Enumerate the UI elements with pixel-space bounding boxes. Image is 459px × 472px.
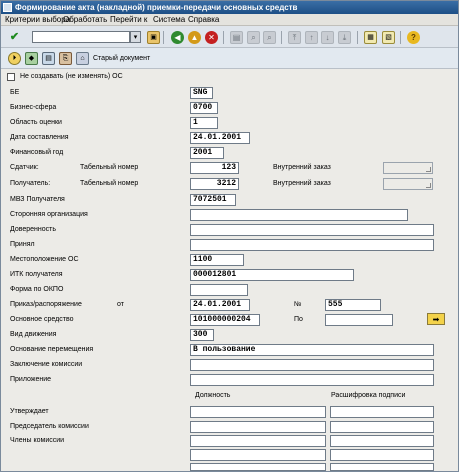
sender-tabnum-field[interactable]: 123 [190,162,239,174]
valuation-area-field[interactable]: 1 [190,117,218,129]
form-area [1,69,458,471]
no-create-label: Не создавать (не изменять) ОС [20,73,123,80]
no-create-checkbox[interactable] [7,73,15,81]
member-2-signature-field[interactable] [330,449,434,461]
order-date-field[interactable]: 24.01.2001 [190,299,250,311]
mvz-label: МВЗ Получателя [10,196,65,203]
location-label: Местоположение ОС [10,256,79,263]
previous-page-icon[interactable]: ↑ [305,31,318,44]
application-toolbar [1,48,458,69]
asset-field[interactable]: 101000000204 [190,314,260,326]
command-dropdown-icon[interactable]: ▾ [130,31,141,43]
sender-label: Сдатчик: [10,164,39,171]
menu-selection-criteria[interactable]: Критерии выбора [5,15,71,24]
third-party-field[interactable] [190,209,408,221]
old-document-button[interactable]: Старый документ [93,55,151,62]
find-next-icon[interactable]: ⌕ [263,31,276,44]
sender-tabnum-label: Табельный номер [80,164,139,171]
window-title: Формирование акта (накладной) приемки-передачи основных средств [15,3,298,12]
mvz-field[interactable]: 7072501 [190,194,236,206]
attachment-field[interactable] [190,374,434,386]
power-of-attorney-field[interactable] [190,224,434,236]
member-2-position-field[interactable] [190,449,326,461]
receiver-tabnum-field[interactable]: 3212 [190,178,239,190]
print-icon[interactable]: ▤ [230,31,243,44]
movement-type-field[interactable]: 300 [190,329,214,341]
document-overview-icon[interactable]: ▤ [42,52,55,65]
basis-label: Основание перемещения [10,346,94,353]
itk-field[interactable]: 000012801 [190,269,354,281]
last-page-icon[interactable]: ⤓ [338,31,351,44]
member-3-signature-field[interactable] [330,463,434,471]
command-field[interactable] [32,31,130,43]
member-1-position-field[interactable] [190,435,326,447]
order-from-label: от [117,301,124,308]
created-date-field[interactable]: 24.01.2001 [190,132,250,144]
receiver-tabnum-label: Табельный номер [80,180,139,187]
execute-icon[interactable]: ⏵ [8,52,21,65]
standard-toolbar [1,26,458,48]
number-field[interactable]: 555 [325,299,381,311]
accepted-label: Принял [10,241,35,248]
third-party-label: Сторонняя организация [10,211,88,218]
itk-label: ИТК получателя [10,271,63,278]
first-page-icon[interactable]: ⤒ [288,31,301,44]
old-document-icon[interactable]: ⌂ [76,52,89,65]
approves-position-field[interactable] [190,406,326,418]
member-1-signature-field[interactable] [330,435,434,447]
enter-check-icon[interactable]: ✔ [9,31,20,43]
chairman-position-field[interactable] [190,421,326,433]
member-3-position-field[interactable] [190,463,326,471]
menu-system[interactable]: Система [153,15,186,24]
business-area-label: Бизнес-сфера [10,104,57,111]
cancel-icon[interactable]: ✕ [205,31,218,44]
approves-label: Утверждает [10,408,49,415]
okud-field[interactable] [190,284,248,296]
power-of-attorney-label: Доверенность [10,226,57,233]
created-date-label: Дата составления [10,134,69,141]
fiscal-year-label: Финансовый год [10,149,64,156]
basis-field[interactable]: В пользование [190,344,434,356]
business-area-field[interactable]: 0700 [190,102,218,114]
be-field[interactable]: SNG [190,87,213,99]
toolbar-separator [357,31,358,44]
toolbar-separator [400,31,401,44]
movement-type-label: Вид движения [10,331,57,338]
title-bar [1,1,458,14]
fiscal-year-field[interactable]: 2001 [190,147,224,159]
other-document-icon[interactable]: ⎘ [59,52,72,65]
menu-goto[interactable]: Перейти к [110,15,148,24]
po-label: По [294,316,303,323]
next-page-icon[interactable]: ↓ [321,31,334,44]
location-field[interactable]: 1100 [190,254,244,266]
create-session-icon[interactable]: ▦ [364,31,377,44]
find-icon[interactable]: ⌕ [247,31,260,44]
asset-label: Основное средство [10,316,74,323]
po-field[interactable] [325,314,393,326]
shortcut-icon[interactable]: ▧ [382,31,395,44]
save-icon[interactable]: ▣ [147,31,160,44]
sender-internal-order-label: Внутренний заказ [273,164,331,171]
receiver-internal-order-field[interactable] [383,178,433,190]
toolbar-separator [163,31,164,44]
approves-signature-field[interactable] [330,406,434,418]
arrow-right-icon[interactable]: ➡ [427,313,445,325]
receiver-label: Получатель: [10,180,51,187]
okud-label: Форма по ОКПО [10,286,64,293]
chairman-signature-field[interactable] [330,421,434,433]
back-icon[interactable]: ◀ [171,31,184,44]
valuation-area-label: Область оценки [10,119,62,126]
commission-conclusion-field[interactable] [190,359,434,371]
accepted-field[interactable] [190,239,434,251]
diamond-icon[interactable]: ◆ [25,52,38,65]
toolbar-separator [223,31,224,44]
position-header: Должность [195,392,231,399]
toolbar-separator [281,31,282,44]
attachment-label: Приложение [10,376,52,383]
chairman-label: Председатель комиссии [10,423,89,430]
menu-help[interactable]: Справка [188,15,220,24]
help-icon[interactable]: ? [407,31,420,44]
commission-conclusion-label: Заключение комиссии [10,361,83,368]
sender-internal-order-field[interactable] [383,162,433,174]
exit-icon[interactable]: ▲ [188,31,201,44]
signature-header: Расшифровка подписи [331,392,406,399]
be-label: БЕ [10,89,20,96]
number-label: № [294,301,302,308]
order-label: Приказ/распоряжение [10,301,82,308]
menu-process[interactable]: Обработать [63,15,108,24]
menu-bar [1,14,458,26]
window-icon[interactable] [3,3,12,12]
receiver-internal-order-label: Внутренний заказ [273,180,331,187]
members-label: Члены комиссии [10,437,65,444]
